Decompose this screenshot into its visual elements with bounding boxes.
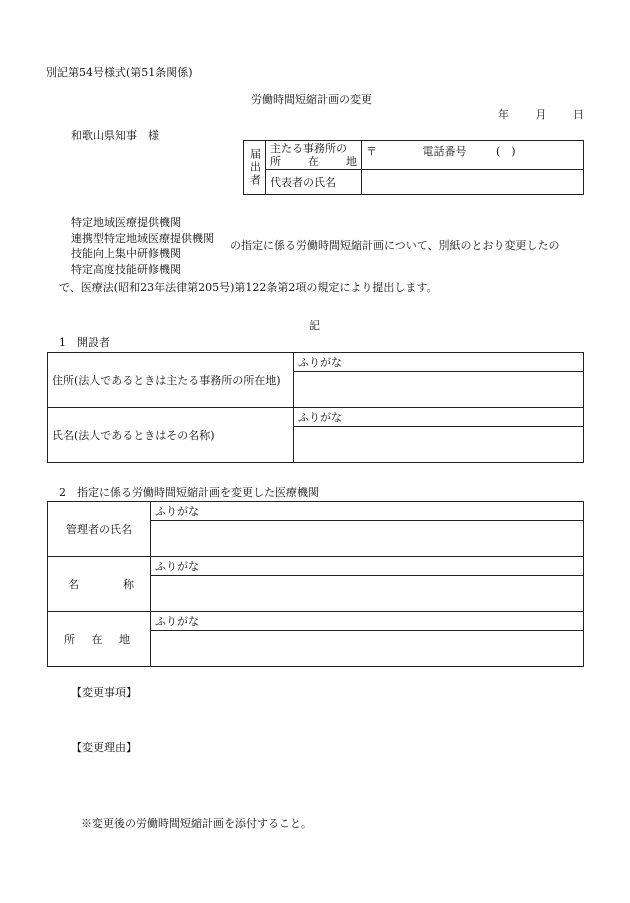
admin-name-furigana[interactable]: ふりがな xyxy=(151,502,584,521)
representative-name-field[interactable] xyxy=(362,170,584,195)
date-year: 年 xyxy=(498,108,509,121)
office-label-line1: 主たる事務所の xyxy=(270,142,347,155)
founder-table xyxy=(47,352,584,463)
phone-parens: ( ) xyxy=(496,145,516,158)
notifier-side-label: 届出者 xyxy=(244,141,266,195)
founder-name-furigana[interactable]: ふりがな xyxy=(294,408,584,427)
institution-address-label: 所 在 地 xyxy=(48,612,151,667)
section2-heading: 2 指定に係る労働時間短縮計画を変更した医療機関 xyxy=(59,486,319,499)
founder-name-field[interactable] xyxy=(294,427,584,463)
facility-type-2: 連携型特定地域医療提供機関 xyxy=(71,231,214,245)
phone-label: 電話番号 xyxy=(422,145,467,158)
facility-type-1: 特定地域医療提供機関 xyxy=(71,216,181,229)
date-month: 月 xyxy=(535,108,547,121)
change-reason-label: 【変更理由】 xyxy=(71,741,137,754)
founder-address-label: 住所(法人であるときは主たる事務所の所在地) xyxy=(48,353,294,408)
representative-label: 代表者の氏名 xyxy=(266,170,362,195)
institution-name-label: 名 称 xyxy=(48,557,151,612)
office-address-label xyxy=(266,141,362,170)
office-address-field[interactable] xyxy=(362,141,584,170)
postal-mark: 〒 xyxy=(366,145,377,158)
body-text-line2: で、医療法(昭和23年法律第205号)第122条第2項の規定により提出します。 xyxy=(59,281,438,294)
facility-type-list xyxy=(71,215,225,277)
institution-name-field[interactable] xyxy=(151,576,584,612)
institution-name-furigana[interactable]: ふりがな xyxy=(151,557,584,576)
admin-name-field[interactable] xyxy=(151,521,584,557)
date-line xyxy=(498,106,584,122)
form-number: 別記第54号様式(第51条関係) xyxy=(46,66,193,79)
document-title: 労働時間短縮計画の変更 xyxy=(251,93,372,106)
change-items-label: 【変更事項】 xyxy=(71,686,137,699)
admin-name-label: 管理者の氏名 xyxy=(48,502,151,557)
founder-address-field[interactable] xyxy=(294,372,584,408)
section1-heading: 1 開設者 xyxy=(59,336,110,349)
office-label-line2: 所 在 地 xyxy=(270,155,357,168)
institution-address-furigana[interactable]: ふりがな xyxy=(151,612,584,631)
ki-mark: 記 xyxy=(309,319,320,332)
founder-address-furigana[interactable]: ふりがな xyxy=(294,353,584,372)
notifier-box xyxy=(243,140,584,195)
addressee: 和歌山県知事 様 xyxy=(71,129,159,142)
footer-note: ※変更後の労働時間短縮計画を添付すること。 xyxy=(81,817,312,830)
institution-address-field[interactable] xyxy=(151,631,584,667)
founder-name-label: 氏名(法人であるときはその名称) xyxy=(48,408,294,463)
facility-type-4: 特定高度技能研修機関 xyxy=(71,262,181,276)
date-day: 日 xyxy=(573,108,584,121)
facility-type-3: 技能向上集中研修機関 xyxy=(71,247,181,260)
body-text-line1: の指定に係る労働時間短縮計画について、別紙のとおり変更したの xyxy=(230,239,560,252)
institution-table xyxy=(47,501,584,667)
